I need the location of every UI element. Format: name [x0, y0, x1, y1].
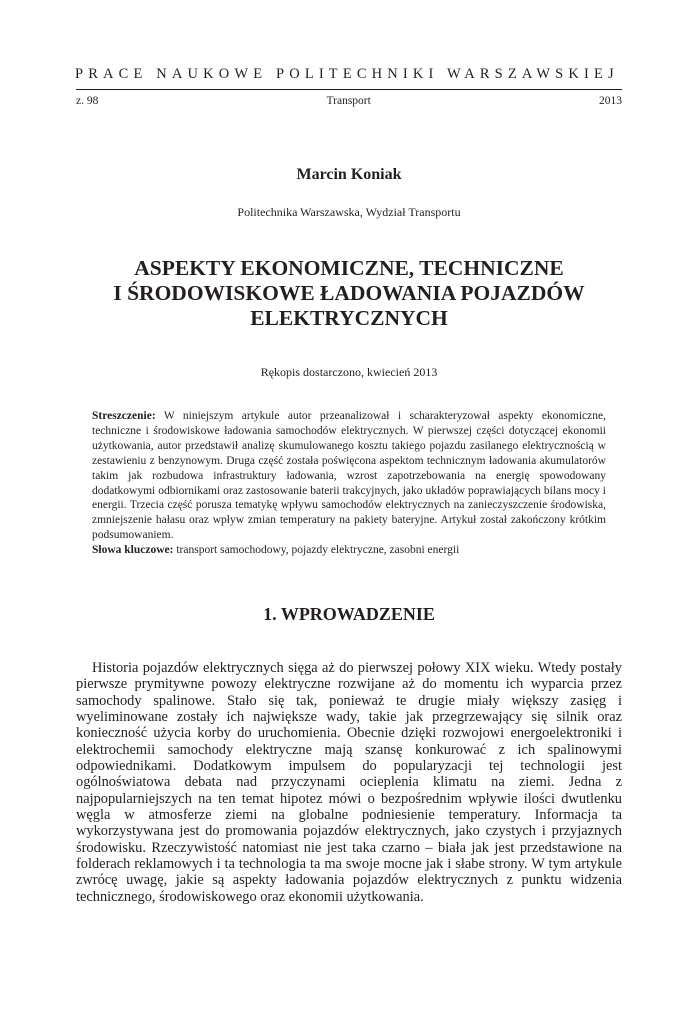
header-rule — [76, 89, 622, 90]
abstract — [92, 409, 606, 543]
keywords-label: Słowa kluczowe: — [92, 544, 174, 556]
keywords-text: transport samochodowy, pojazdy elektryczne, zasobni energii — [176, 544, 460, 556]
title-line-3: ELEKTRYCZNYCH — [250, 306, 448, 330]
issue-number: z. 98 — [76, 95, 99, 107]
author-affiliation: Politechnika Warszawska, Wydział Transportu — [237, 205, 461, 219]
series-name: Transport — [326, 95, 371, 107]
title-line-1: ASPEKTY EKONOMICZNE, TECHNICZNE — [134, 256, 564, 280]
title-line-2: I ŚRODOWISKOWE ŁADOWANIA POJAZDÓW — [113, 281, 585, 305]
article-title — [70, 256, 628, 331]
keywords — [92, 543, 606, 558]
publication-year: 2013 — [598, 95, 622, 107]
section-heading: 1. WPROWADZENIE — [263, 604, 435, 624]
journal-title: PRACE NAUKOWE POLITECHNIKI WARSZAWSKIEJ — [75, 66, 619, 82]
author-name: Marcin Koniak — [296, 166, 402, 183]
section-paragraph: Historia pojazdów elektrycznych sięga aż do pierwszej połowy XIX wieku. Wtedy postały pierwsze prymitywne powozy elektryczne rozwijane aż do momentu ich wyparcia przez samochody spalinowe. Stało się tak, ponieważ te drugie miały większy zasięg i wyeliminowane zostały ich największe wady, takie jak przegrzewający się silnik oraz konieczność użycia korby do uruchomienia. Obecnie dzięki rozwojowi energoelektroniki i elektrochemii samochody elektryczne mają szansę konkurować z ich spalinowymi odpowiednikami. Dodatkowym impulsem do popularyzacji tej technologii jest ogólnoświatowa debata nad przyczynami ocieplenia klimatu na ziemi. Jedna z najpopularniejszych na ten temat hipotez mówi o bezpośrednim wpływie ilości dwutlenku węgla w atmosferze ziemi na globalne podniesienie temperatury. Informacja ta wykorzystywana jest do promowania pojazdów elektrycznych, jako czystych i przyjaznych środowisku. Rzeczywistość natomiast nie jest taka czarno – biała jak jest przedstawione na folderach reklamowych i ta technologia ta ma swoje mocne jak i słabe strony. W tym artykule zwrócę uwagę, jakie są aspekty ładowania pojazdów elektrycznych z punktu widzenia technicznego, środowiskowego oraz ekonomii użytkowania. — [76, 660, 622, 905]
abstract-text: W niniejszym artykule autor przeanalizował i scharakteryzował aspekty ekonomiczne, techniczne i środowiskowe ładowania samochodów elektrycznych. W pierwszej części dotyczącej ekonomii użytkowania, autor przedstawił analizę skumulowanego kosztu takiego pojazdu zasilanego elektrycznością w zestawieniu z benzynowym. Druga część została poświęcona aspektom technicznym ładowania akumulatorów takim jak rozbudowa infrastruktury ładowania, wzrost zapotrzebowania na energię spowodowany dodatkowymi odbiornikami oraz zastosowanie baterii trakcyjnych, jako układów poprawiających bilans mocy i energii. Trzecia część porusza tematykę wpływu samochodów elektrycznych na zanieczyszczenie środowiska, zmniejszenie hałasu oraz wpływ zmian temperatury na pakiety bateryjne. Artykuł został zakończony krótkim podsumowaniem. — [92, 410, 607, 542]
abstract-label: Streszczenie: — [92, 410, 156, 422]
header-meta — [76, 95, 622, 107]
received-date: Rękopis dostarczono, kwiecień 2013 — [260, 365, 438, 379]
